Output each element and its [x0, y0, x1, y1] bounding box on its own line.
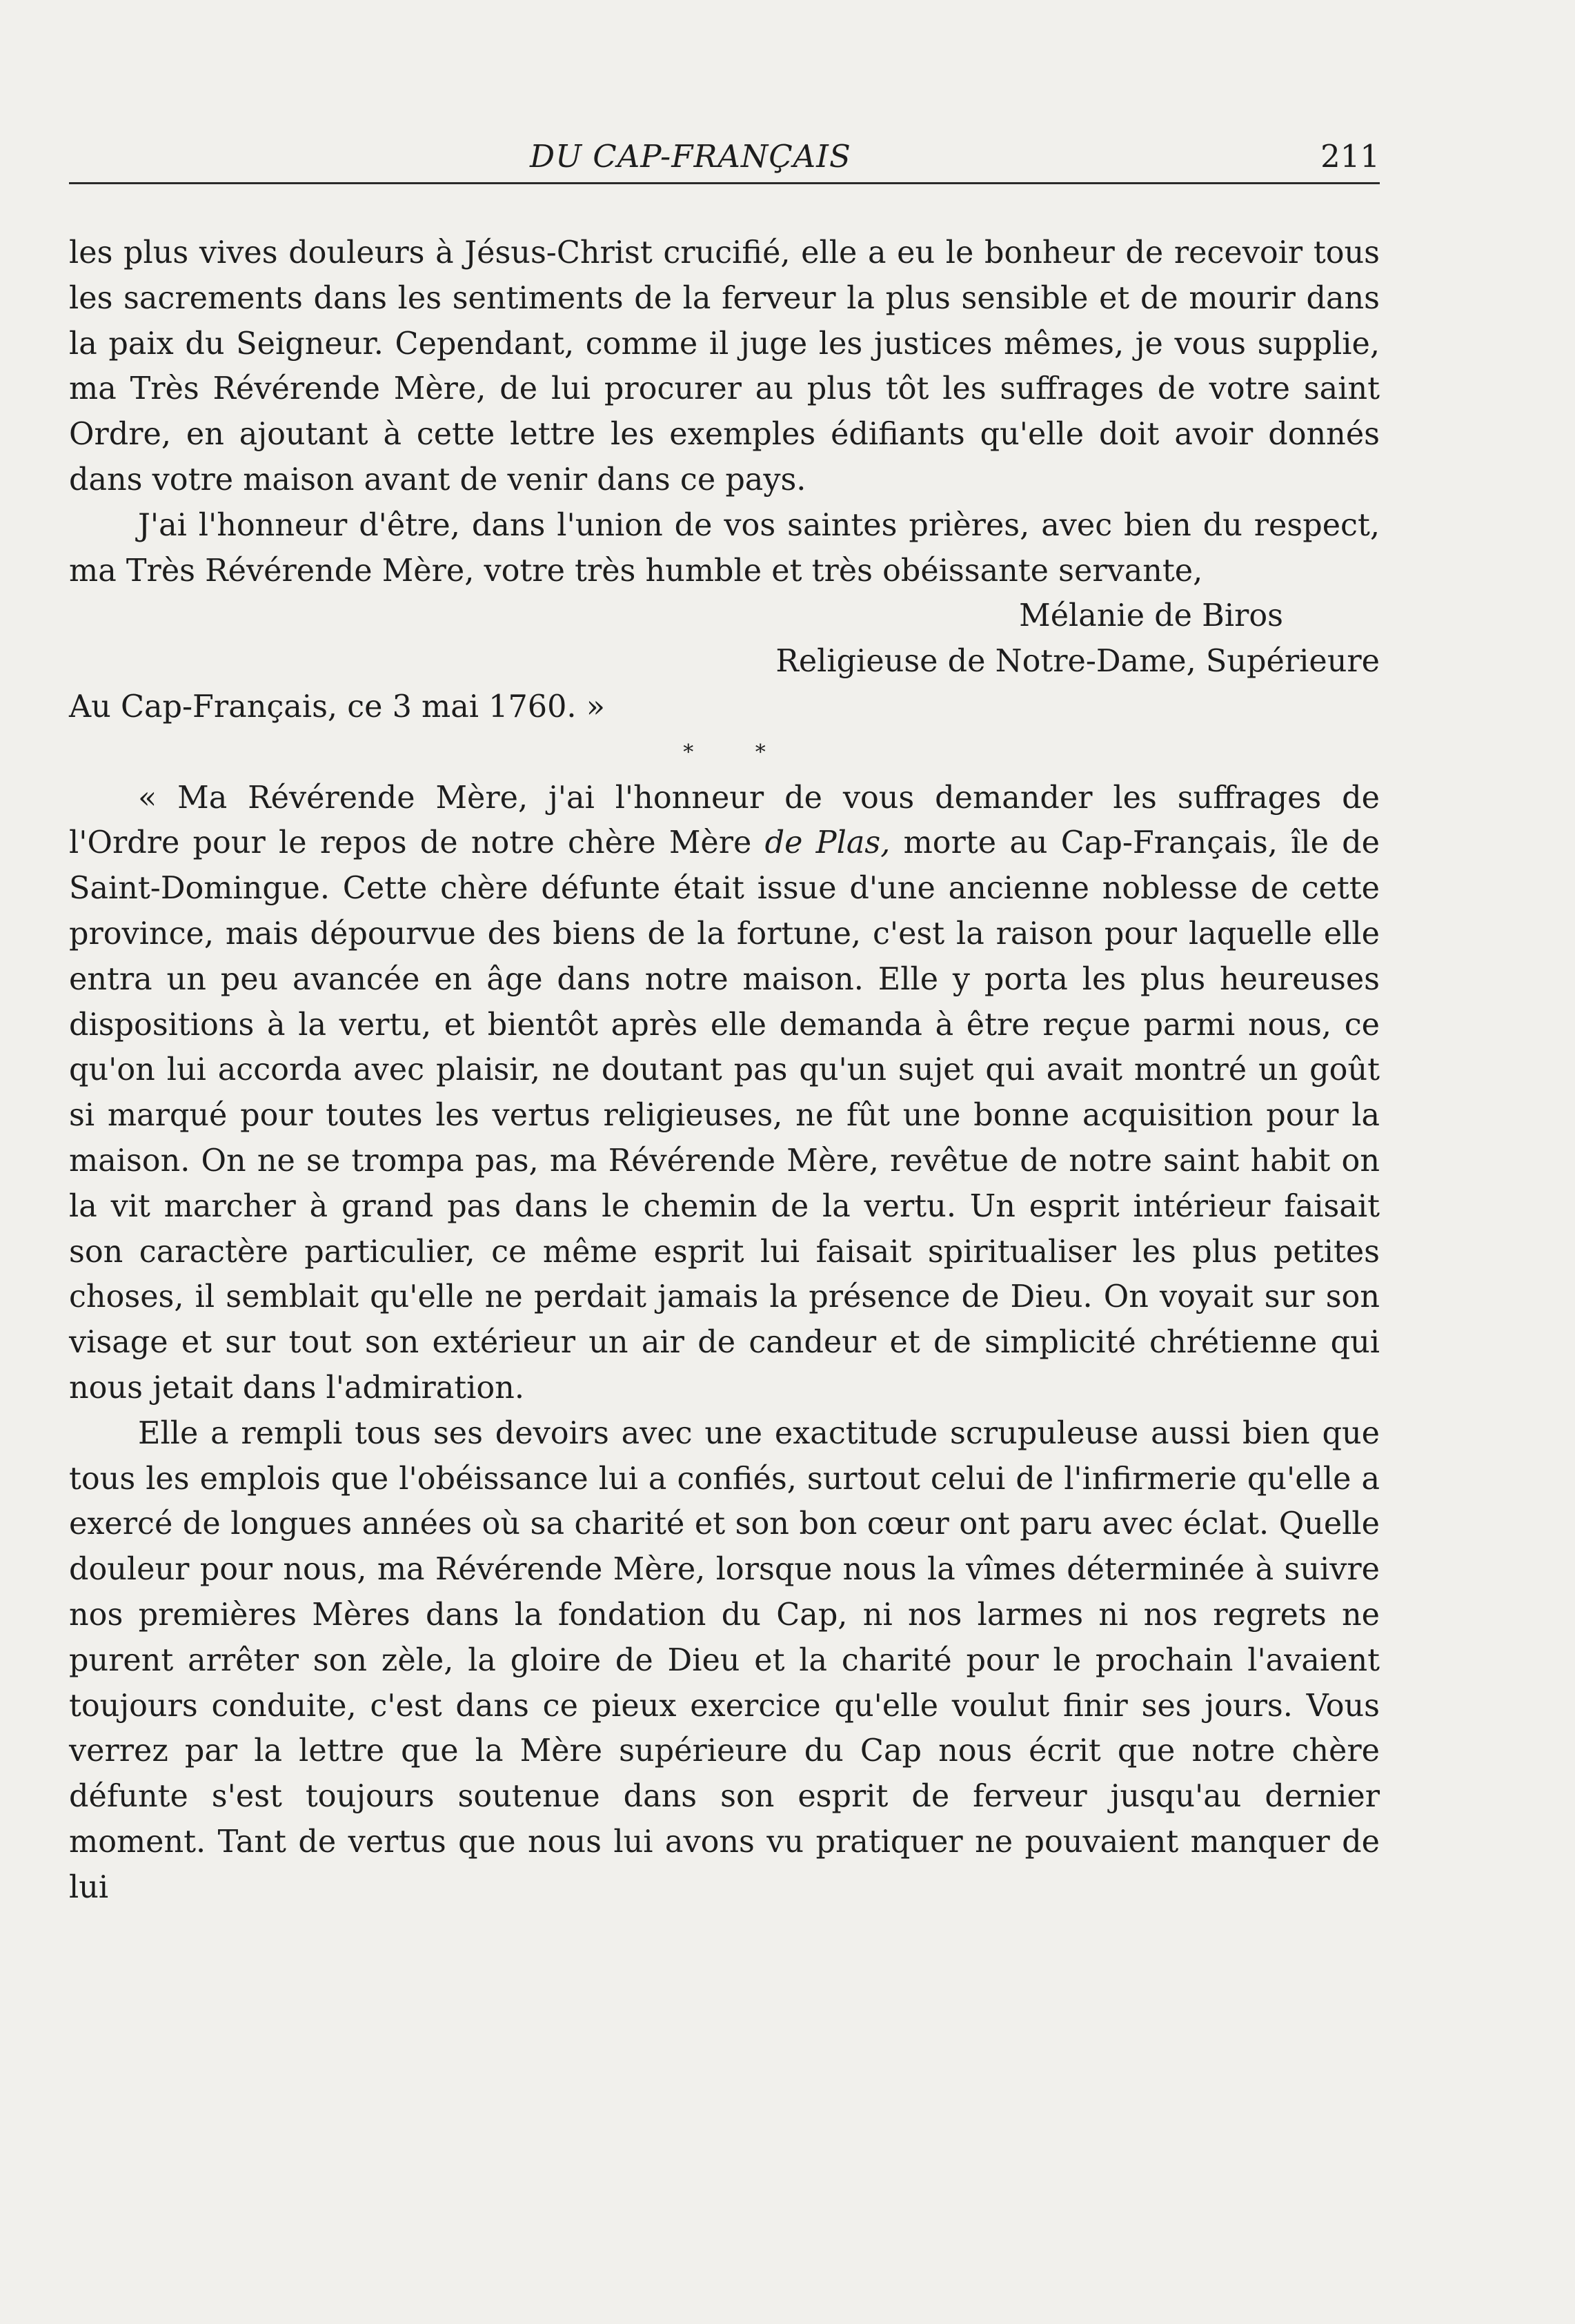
letter-text-before-name: « Ma Révérende Mère, j'ai l'honneur de vous demander les suffrages de l'Ordre pour le repos de notre chère Mère	[69, 780, 1380, 861]
letter-paragraph-2: Elle a rempli tous ses devoirs avec une exactitude scrupuleuse aussi bien que tous les emplois que l'obéissance lui a confiés, surtout celui de l'infirmerie qu'elle a exercé de longues années où sa charité et son bon cœur ont paru avec éclat. Quelle douleur pour nous, ma Révérende Mère, lorsque nous la vîmes déterminée à suivre nos premières Mères dans la fondation du Cap, ni nos larmes ni nos regrets ne purent arrêter son zèle, la gloire de Dieu et la charité pour le prochain l'avaient toujours conduite, c'est dans ce pieux exercice qu'elle voulut finir ses jours. Vous verrez par la lettre que la Mère supérieure du Cap nous écrit que notre chère défunte s'est toujours soutenue dans son esprit de ferveur jusqu'au dernier moment. Tant de vertus que nous lui avons vu pratiquer ne pouvaient manquer de lui	[69, 1415, 1380, 1905]
paragraph-closing: J'ai l'honneur d'être, dans l'union de vos saintes prières, avec bien du respect, ma Très Révérende Mère, votre très humble et très obéissante servante,	[69, 507, 1380, 589]
page-number: 211	[1320, 138, 1380, 175]
section-separator: * *	[683, 740, 793, 765]
running-title: DU CAP-FRANÇAIS	[530, 138, 851, 175]
paragraph-continued: les plus vives douleurs à Jésus-Christ crucifié, elle a eu le bonheur de recevoir tous les sacrements dans les sentiments de la ferveur la plus sensible et de mourir dans la paix du Seigneur. Cependant, comme il juge les justices mêmes, je vous supplie, ma Très Révérende Mère, de lui procurer au plus tôt les suffrages de votre saint Ordre, en ajoutant à cette lettre les exemples édifiants qu'elle doit avoir donnés dans votre maison avant de venir dans ce pays.	[69, 235, 1380, 498]
letter-paragraph-1	[69, 776, 1380, 1411]
signature-title: Religieuse de Notre-Dame, Supérieure	[775, 644, 1380, 680]
header-rule	[69, 182, 1380, 184]
signature-name: Mélanie de Biros	[1019, 598, 1283, 634]
body-text	[69, 230, 1380, 1910]
letter-text-after-name: morte au Cap-Français, île de Saint-Domingue. Cette chère défunte était issue d'une ancienne noblesse de cette province, mais dépourvue des biens de la fortune, c'est la raison pour laquelle elle entra un peu avancée en âge dans notre maison. Elle y porta les plus heureuses dispositions à la vertu, et bientôt après elle demanda à être reçue parmi nous, ce qu'on lui accorda avec plaisir, ne doutant pas qu'un sujet qui avait montré un goût si marqué pour toutes les vertus religieuses, ne fût une bonne acquisition pour la maison. On ne se trompa pas, ma Révérende Mère, revêtue de notre saint habit on la vit marcher à grand pas dans le chemin de la vertu. Un esprit intérieur faisait son caractère particulier, ce même esprit lui faisait spiritualiser les plus petites choses, il semblait qu'elle ne perdait jamais la présence de Dieu. On voyait sur son visage et sur tout son extérieur un air de candeur et de simplicité chrétienne qui nous jetait dans l'admiration.	[69, 825, 1380, 1406]
book-page	[69, 0, 1380, 2324]
page-header	[69, 138, 1380, 186]
person-name: de Plas,	[764, 825, 891, 861]
dateline: Au Cap-Français, ce 3 mai 1760. »	[69, 689, 605, 725]
